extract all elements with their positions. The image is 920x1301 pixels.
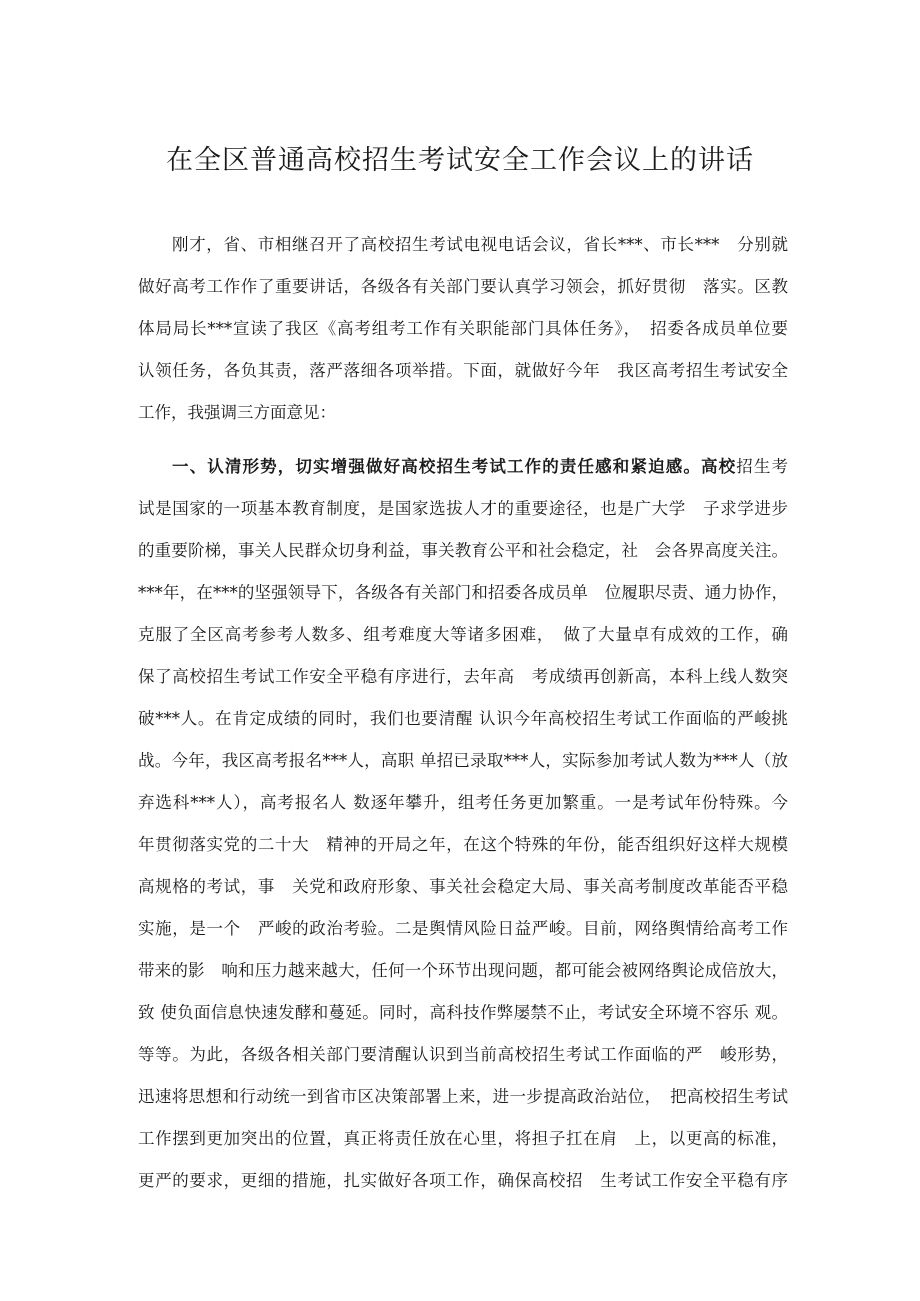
paragraph-2-line: 破***人。在肯定成绩的同时，我们也要清醒 认识今年高校招生考试工作面临的严峻挑 — [138, 709, 788, 728]
section-heading-rest: 招生考 — [736, 457, 789, 476]
paragraph-2-line: 等等。为此，各级各相关部门要清醒认识到当前高校招生考试工作面临的严 峻形势， — [138, 1045, 788, 1064]
paragraph-2-line: 克服了全区高考参考人数多、组考难度大等诸多困难， 做了大量卓有成效的工作，确 — [138, 625, 788, 644]
paragraph-1-line: 刚才，省、市相继召开了高校招生考试电视电话会议，省长***、市长*** 分别就 — [172, 235, 788, 254]
paragraph-1-line: 工作，我强调三方面意见： — [138, 403, 336, 422]
paragraph-2-line: 带来的影 响和压力越来越大，任何一个环节出现问题，都可能会被网络舆论成倍放大， — [138, 961, 788, 980]
paragraph-1-line: 认领任务，各负其责，落严落细各项举措。下面，就做好今年 我区高考招生考试安全 — [138, 361, 788, 380]
paragraph-2-line: 年贯彻落实党的二十大 精神的开局之年，在这个特殊的年份，能否组织好这样大规模 — [138, 835, 788, 854]
paragraph-2-first-line — [172, 455, 788, 479]
paragraph-2-line: 保了高校招生考试工作安全平稳有序进行，去年高 考成绩再创新高，本科上线人数突 — [138, 667, 788, 686]
paragraph-2-line: 致 使负面信息快速发酵和蔓延。同时，高科技作弊屡禁不止，考试安全环境不容乐 观。 — [138, 1003, 788, 1022]
paragraph-2-line: 更严的要求，更细的措施，扎实做好各项工作，确保高校招 生考试工作安全平稳有序 — [138, 1171, 788, 1190]
paragraph-1-line: 体局局长***宣读了我区《高考组考工作有关职能部门具体任务》， 招委各成员单位要 — [138, 319, 788, 338]
paragraph-2-line: 工作摆到更加突出的位置，真正将责任放在心里，将担子扛在肩 上，以更高的标准， — [138, 1129, 788, 1148]
paragraph-2-line: 迅速将思想和行动统一到省市区决策部署上来，进一步提高政治站位， 把高校招生考试 — [138, 1087, 788, 1106]
paragraph-2-line: ***年，在***的坚强领导下，各级各有关部门和招委各成员单 位履职尽责、通力协作， — [138, 583, 788, 602]
paragraph-2-line: 实施，是一个 严峻的政治考验。二是舆情风险日益严峻。目前，网络舆情给高考工作 — [138, 919, 788, 938]
paragraph-2-line: 弃选科***人），高考报名人 数逐年攀升，组考任务更加繁重。一是考试年份特殊。今 — [138, 793, 788, 812]
page-title: 在全区普通高校招生考试安全工作会议上的讲话 — [166, 145, 754, 176]
paragraph-2-line: 战。今年，我区高考报名***人，高职 单招已录取***人，实际参加考试人数为***人（放 — [138, 751, 788, 770]
section-heading: 一、认清形势，切实增强做好高校招生考试工作的责任感和紧迫感。高校 — [172, 457, 737, 476]
paragraph-1-line: 做好高考工作作了重要讲话，各级各有关部门要认真学习领会，抓好贯彻 落实。区教 — [138, 277, 788, 296]
paragraph-2-line: 试是国家的一项基本教育制度，是国家选拔人才的重要途径，也是广大学 子求学进步 — [138, 499, 788, 518]
paragraph-2-line: 高规格的考试，事 关党和政府形象、事关社会稳定大局、事关高考制度改革能否平稳 — [138, 877, 788, 896]
paragraph-2-line: 的重要阶梯，事关人民群众切身利益，事关教育公平和社会稳定，社 会各界高度关注。 — [138, 541, 788, 560]
